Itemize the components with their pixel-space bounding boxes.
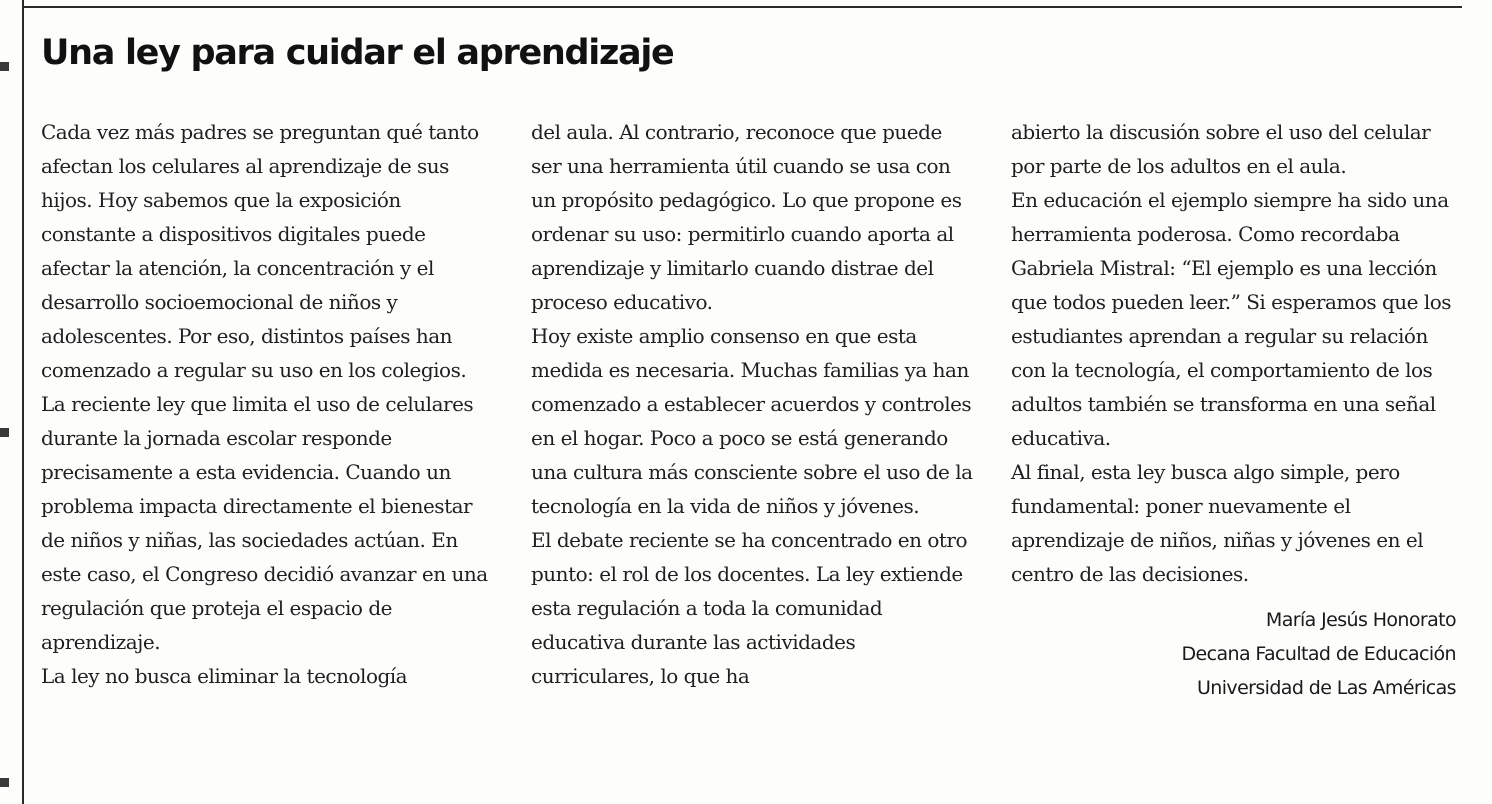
column-2 (531, 115, 973, 785)
paragraph: del aula. Al contrario, reconoce que puede ser una herramienta útil cuando se usa con un propósito pedagógico. Lo que propone es ordenar su uso: permitirlo cuando aporta al aprendizaje y limitarlo cuando distrae del proceso educativo. (531, 120, 962, 314)
paragraph: Cada vez más padres se preguntan qué tanto afectan los celulares al aprendizaje de sus hijos. Hoy sabemos que la exposición constante a dispositivos digitales puede afectar la atención, la concentración y el desarrollo socioemocional de niños y adolescentes. Por eso, distintos países han comenzado a regular su uso en los colegios. (41, 120, 479, 382)
top-rule (22, 6, 1462, 8)
margin-mark (0, 428, 9, 437)
paragraph: abierto la discusión sobre el uso del celular por parte de los adultos en el aula. (1011, 120, 1431, 178)
column-3 (1011, 115, 1456, 785)
article-body (41, 115, 1456, 785)
paragraph: La ley no busca eliminar la tecnología (41, 664, 408, 688)
author-title: Decana Facultad de Educación (1181, 643, 1456, 665)
margin-mark (0, 778, 9, 787)
paragraph: El debate reciente se ha concentrado en otro punto: el rol de los docentes. La ley extiende esta regulación a toda la comunidad educativa durante las actividades curriculares, lo que ha (531, 528, 968, 688)
paragraph: Hoy existe amplio consenso en que esta medida es necesaria. Muchas familias ya han comenzado a establecer acuerdos y controles en el hogar. Poco a poco se está generando una cultura más consciente sobre el uso de la tecnología en la vida de niños y jóvenes. (531, 324, 973, 518)
margin-mark (0, 62, 9, 71)
author-name: María Jesús Honorato (1265, 609, 1456, 631)
article-headline: Una ley para cuidar el aprendizaje (41, 33, 674, 73)
column-1 (41, 115, 493, 785)
author-signature (1011, 603, 1456, 705)
paragraph: Al final, esta ley busca algo simple, pero fundamental: poner nuevamente el aprendizaje de niños, niñas y jóvenes en el centro de las decisiones. (1011, 460, 1424, 586)
left-column-rule (22, 0, 24, 804)
author-institution: Universidad de Las Américas (1197, 677, 1456, 699)
paragraph: En educación el ejemplo siempre ha sido una herramienta poderosa. Como recordaba Gabriela Mistral: “El ejemplo es una lección que todos pueden leer.” Si esperamos que los estudiantes aprendan a regular su relación con la tecnología, el comportamiento de los adultos también se transforma en una señal educativa. (1011, 188, 1452, 450)
paragraph: La reciente ley que limita el uso de celulares durante la jornada escolar responde precisamente a esta evidencia. Cuando un problema impacta directamente el bienestar de niños y niñas, las sociedades actúan. En este caso, el Congreso decidió avanzar en una regulación que proteja el espacio de aprendizaje. (41, 392, 488, 654)
